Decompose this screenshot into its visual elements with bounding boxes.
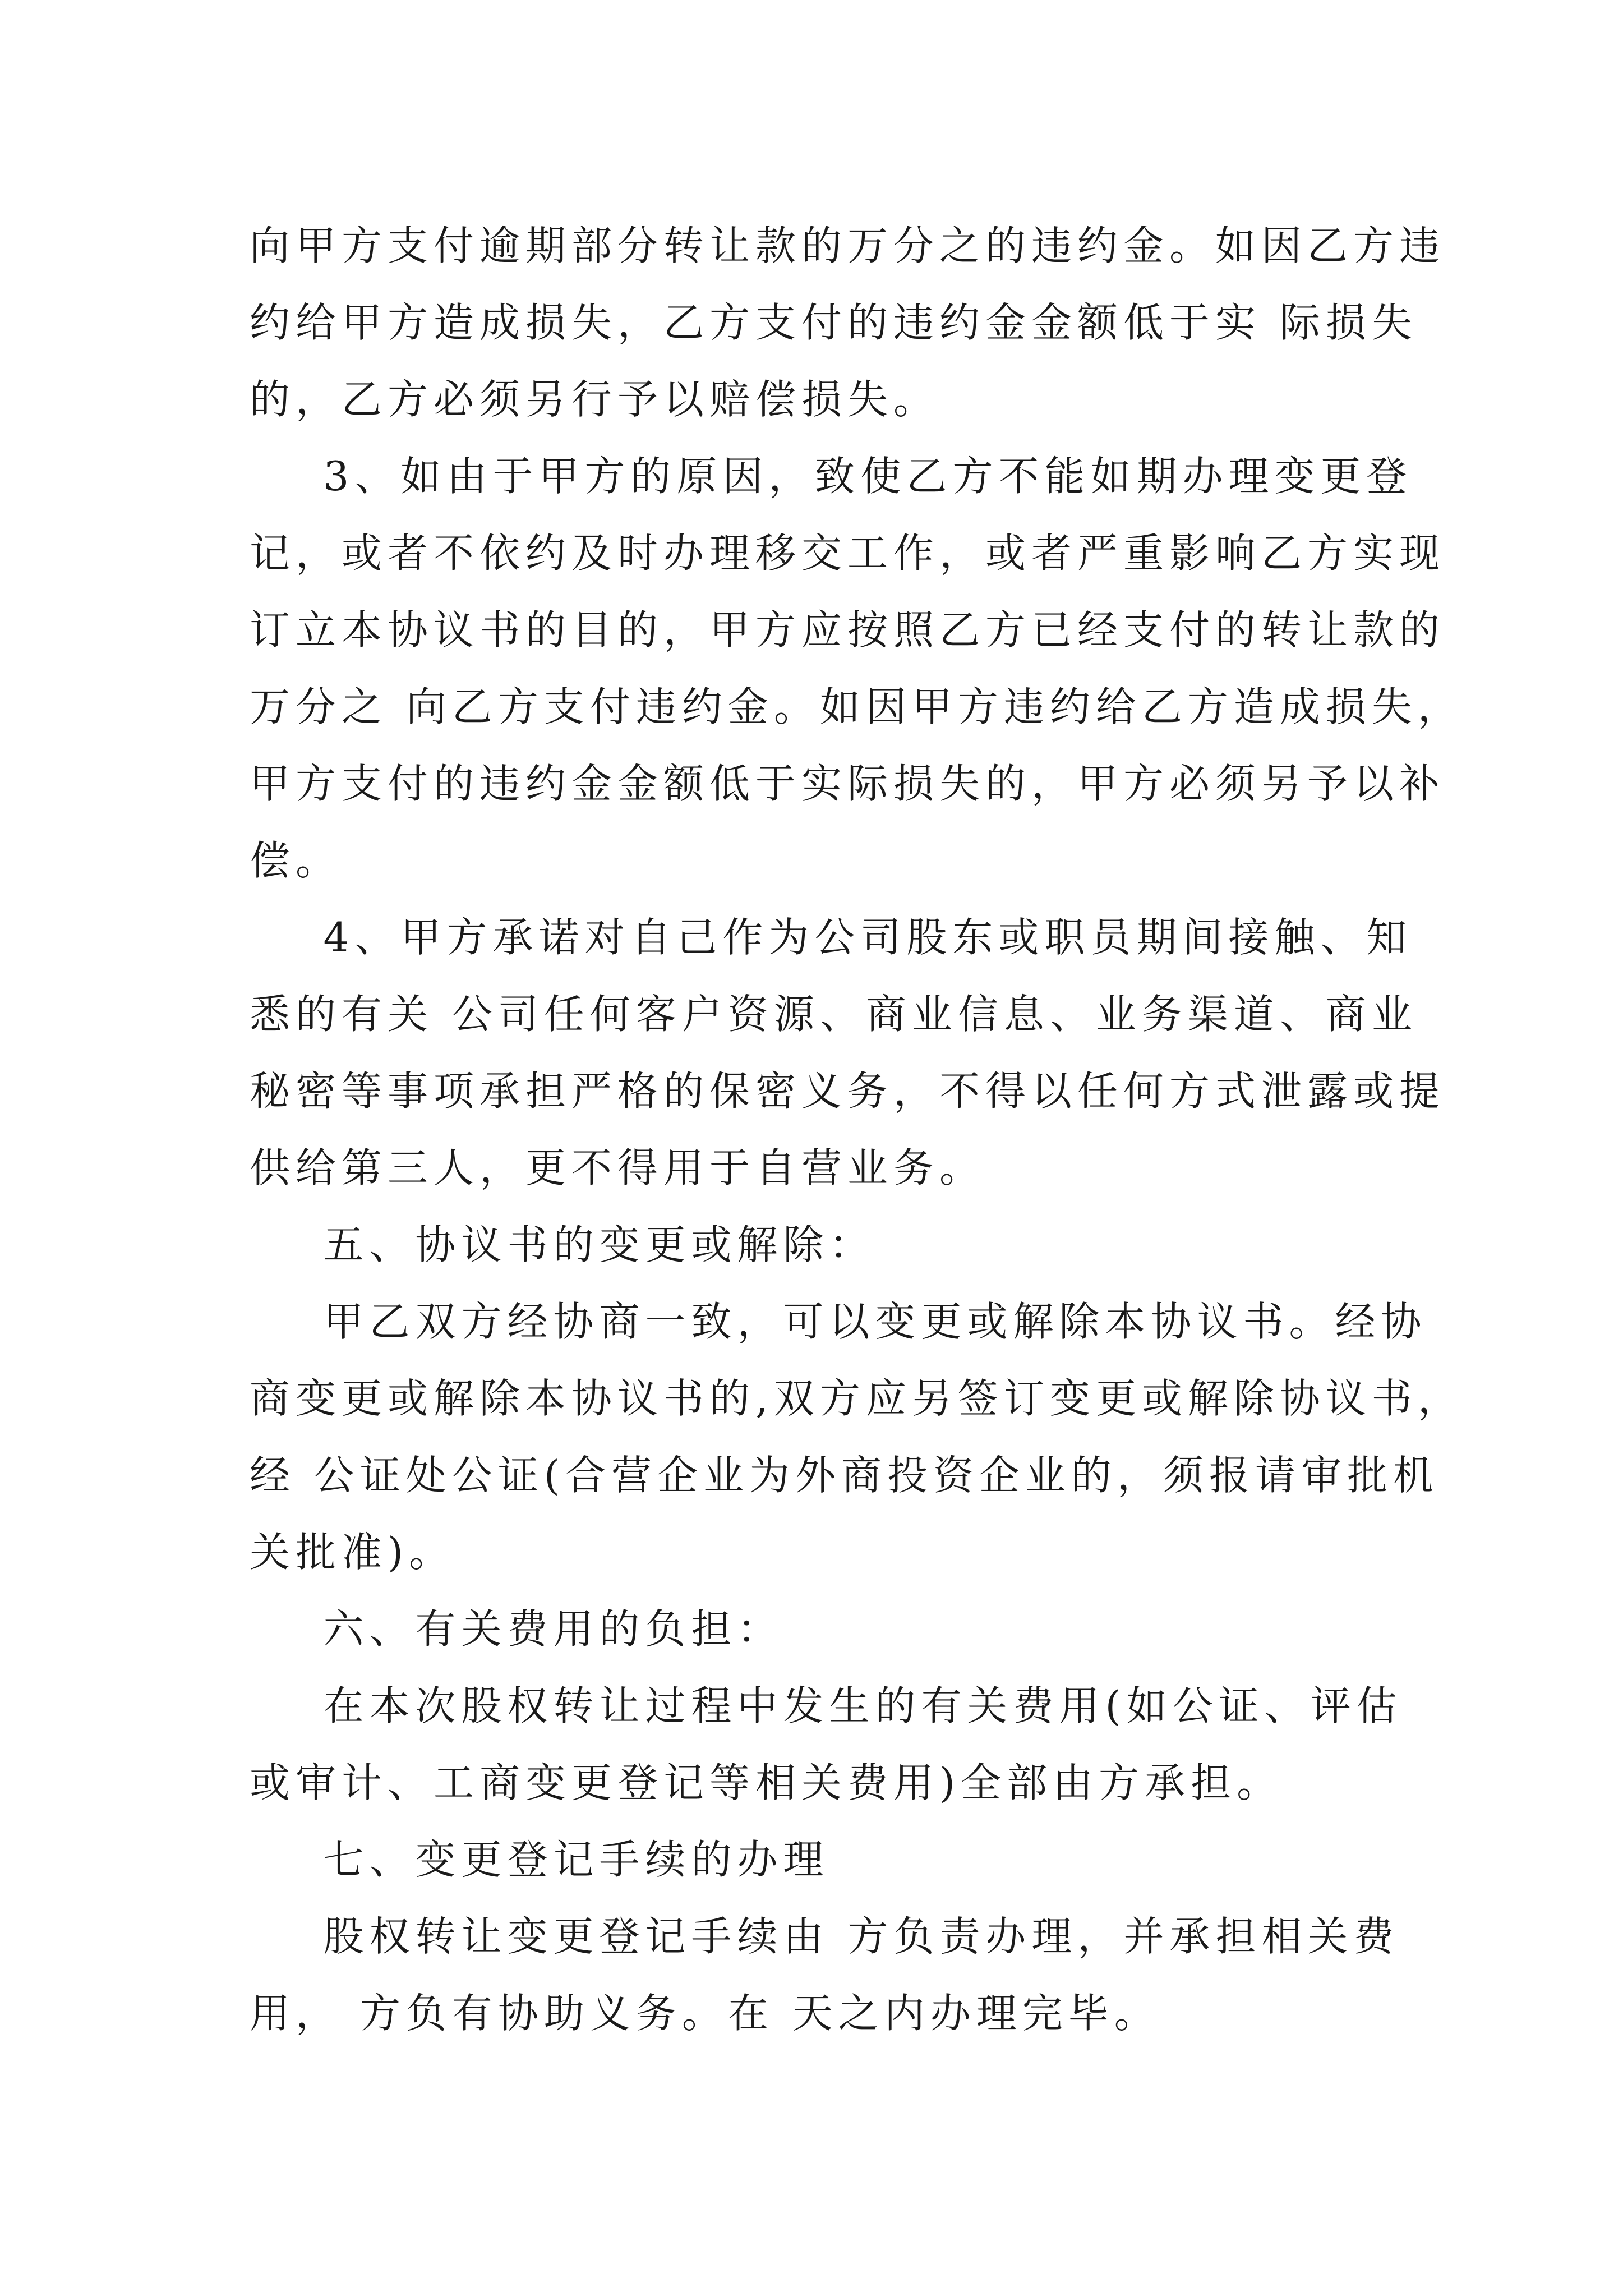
paragraph-penalty-party-b [250,208,1446,438]
section-heading-registration [250,1821,1385,1898]
paragraph-registration-body [250,1898,1400,2052]
document-body [250,208,1464,2052]
text-line: 甲方支付的违约金金额低于实际损失的，甲方必须另予以补 [250,760,1446,807]
text-line: 记，或者不依约及时办理移交工作，或者严重影响乙方实现 [250,530,1446,577]
section-heading-modification [250,1207,1385,1283]
section-heading: 六、有关费用的负担： [250,1605,783,1653]
text-line: 悉的有关 公司任何客户资源、商业信息、业务渠道、商业 [250,991,1418,1038]
text-line: 秘密等事项承担严格的保密义务，不得以任何方式泄露或提 [250,1068,1446,1115]
paragraph-modification-body [250,1283,1464,1591]
text-line: 万分之 向乙方支付违约金。如因甲方违约给乙方造成损失， [250,683,1464,730]
text-line: 经 公证处公证(合营企业为外商投资企业的，须报请审批机 [250,1452,1439,1499]
text-line: 偿。 [250,837,342,884]
text-line: 订立本协议书的目的，甲方应按照乙方已经支付的转让款的 [250,606,1446,654]
text-line: 用， 方负有协助义务。在 天之内办理完毕。 [250,1990,1160,2037]
section-heading: 五、协议书的变更或解除： [250,1221,875,1268]
text-line: 向甲方支付逾期部分转让款的万分之的违约金。如因乙方违 [250,222,1446,269]
section-heading: 七、变更登记手续的办理 [250,1836,829,1883]
paragraph-fees-body [250,1668,1403,1821]
text-line: 4、甲方承诺对自己作为公司股东或职员期间接触、知 [250,914,1413,961]
paragraph-clause-4 [250,899,1446,1207]
text-line: 或审计、工商变更登记等相关费用)全部由方承担。 [250,1759,1283,1806]
text-line: 关批准)。 [250,1529,455,1576]
text-line: 甲乙双方经协商一致，可以变更或解除本协议书。经协 [250,1298,1427,1345]
paragraph-clause-3 [250,438,1464,899]
text-line: 在本次股权转让过程中发生的有关费用(如公证、评估 [250,1682,1403,1729]
section-heading-fees [250,1591,1385,1668]
text-line: 3、如由于甲方的原因，致使乙方不能如期办理变更登 [250,453,1413,500]
text-line: 约给甲方造成损失，乙方支付的违约金金额低于实 际损失 [250,299,1418,346]
text-line: 的，乙方必须另行予以赔偿损失。 [250,376,940,423]
text-line: 供给第三人，更不得用于自营业务。 [250,1144,986,1191]
text-line: 股权转让变更登记手续由 方负责办理，并承担相关费 [250,1913,1400,1960]
text-line: 商变更或解除本协议书的,双方应另签订变更或解除协议书， [250,1375,1464,1422]
